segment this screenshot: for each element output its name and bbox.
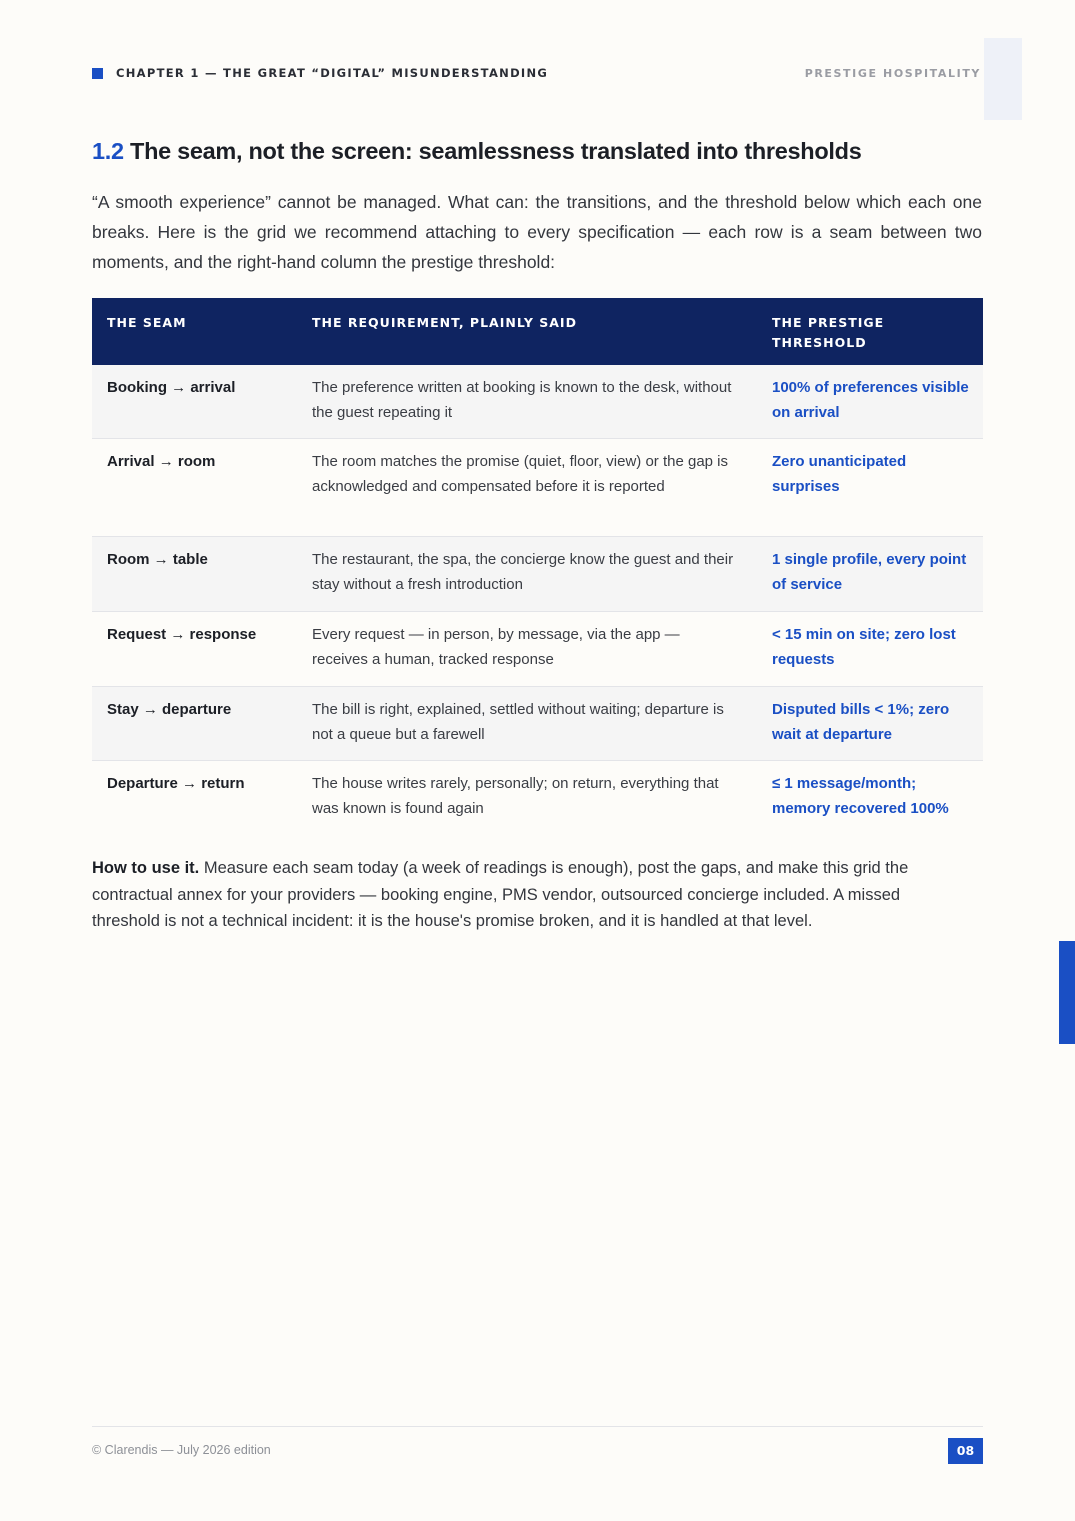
table-row — [92, 612, 983, 687]
threshold-cell: 1 single profile, every point of service — [772, 551, 967, 593]
footer-divider — [92, 1426, 983, 1427]
threshold-cell: ≤ 1 message/month; memory recovered 100% — [772, 775, 949, 817]
threshold-cell: Disputed bills < 1%; zero wait at departure — [772, 701, 950, 743]
threshold-cell: Zero unanticipated surprises — [772, 453, 907, 495]
intro-paragraph: “A smooth experience” cannot be managed. What can: the transitions, and the threshold below which each one breaks. Here is the grid we recommend attaching to every specification — each row is a seam between two moments, and the right-hand column the prestige threshold: — [92, 192, 982, 272]
how-to-use-paragraph — [92, 855, 972, 935]
requirement-cell: Every request — in person, by message, via the app — receives a human, tracked response — [312, 626, 680, 668]
seam-cell: Request → response — [107, 626, 257, 643]
header-threshold: THE PRESTIGE THRESHOLD — [772, 315, 885, 350]
section-number: 1.2 — [92, 138, 124, 164]
table-header — [92, 298, 983, 365]
table-row — [92, 537, 983, 612]
threshold-cell: 100% of preferences visible on arrival — [772, 379, 969, 421]
how-to-use-text: Measure each seam today (a week of readings is enough), post the gaps, and make this grid the contractual annex for your providers — booking engine, PMS vendor, outsourced concierge included. A missed threshold is not a technical incident: it is the house's promise broken, and it is handled at that level. — [92, 859, 909, 930]
header-requirement: THE REQUIREMENT, PLAINLY SAID — [312, 315, 577, 330]
header-seam: THE SEAM — [107, 315, 187, 330]
table-row — [92, 439, 983, 537]
chapter-title: CHAPTER 1 — THE GREAT “DIGITAL” MISUNDERSTANDING — [116, 66, 549, 80]
threshold-cell: < 15 min on site; zero lost requests — [772, 626, 956, 668]
brand-label: PRESTIGE HOSPITALITY — [804, 67, 981, 80]
table-row — [92, 365, 983, 439]
seam-cell: Arrival → room — [107, 453, 216, 470]
table-row — [92, 687, 983, 761]
thresholds-table — [92, 298, 983, 836]
requirement-cell: The room matches the promise (quiet, floor, view) or the gap is acknowledged and compensated before it is reported — [312, 453, 729, 495]
seam-cell: Room → table — [107, 551, 208, 568]
requirement-cell: The house writes rarely, personally; on return, everything that was known is found again — [312, 775, 719, 817]
requirement-cell: The restaurant, the spa, the concierge know the guest and their stay without a fresh introduction — [312, 551, 734, 593]
requirement-cell: The preference written at booking is known to the desk, without the guest repeating it — [312, 379, 732, 421]
footer-copyright: © Clarendis — July 2026 edition — [92, 1443, 271, 1457]
section-heading — [92, 138, 861, 165]
section-title: The seam, not the screen: seamlessness translated into thresholds — [130, 138, 862, 164]
chapter-numeral-decoration — [984, 38, 1022, 120]
seam-cell: Stay → departure — [107, 701, 232, 718]
table-row — [92, 761, 983, 836]
seam-cell: Booking → arrival — [107, 379, 236, 396]
chapter-marker — [92, 68, 103, 79]
requirement-cell: The bill is right, explained, settled without waiting; departure is not a queue but a farewell — [312, 701, 724, 743]
seam-cell: Departure → return — [107, 775, 245, 792]
how-to-use-lead: How to use it. — [92, 859, 200, 877]
page-number: 08 — [948, 1438, 983, 1464]
chapter-side-tab — [1059, 941, 1075, 1044]
